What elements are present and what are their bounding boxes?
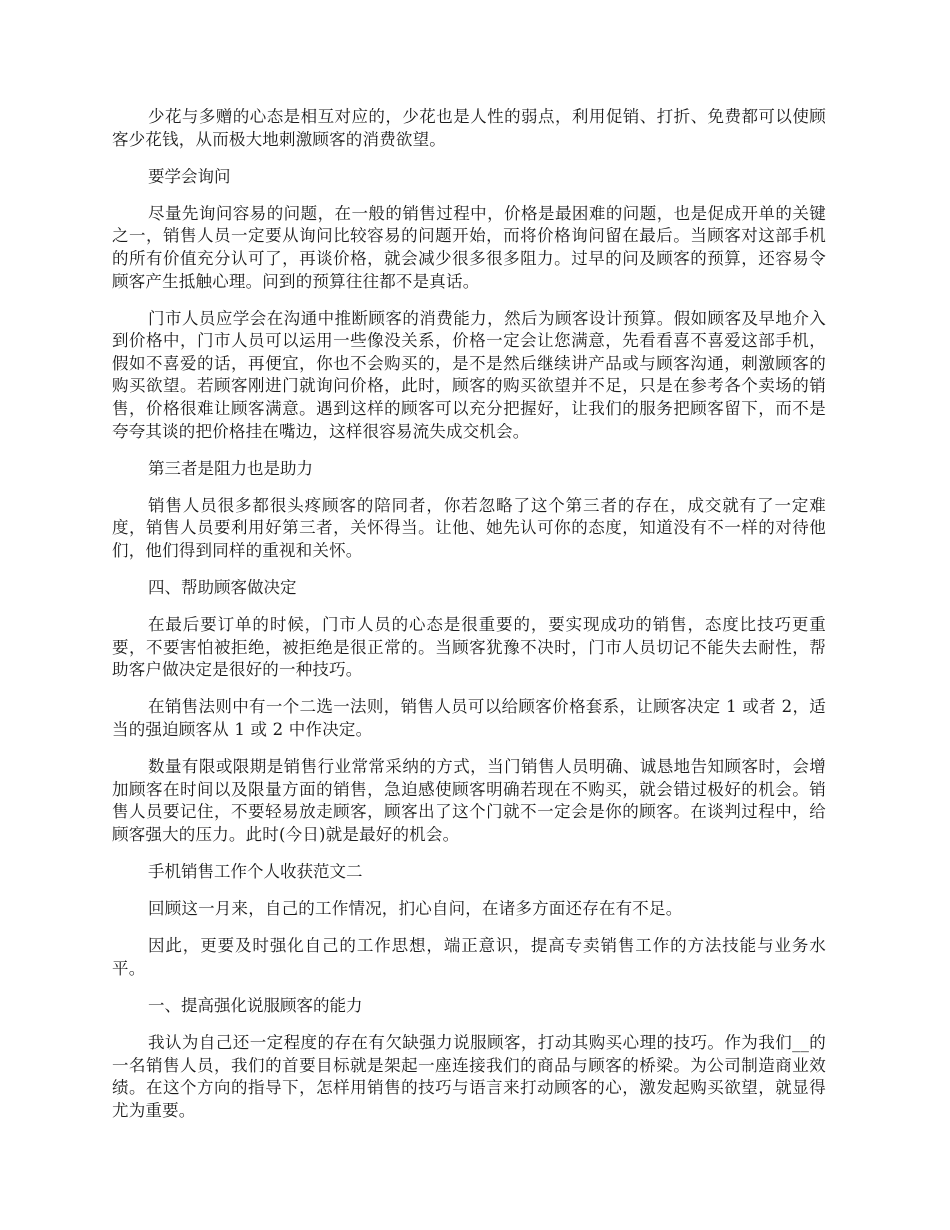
paragraph: 门市人员应学会在沟通中推断顾客的消费能力，然后为顾客设计预算。假如顾客及早地介入到价格中，门市人员可以运用一些像没关系，价格一定会让您满意，先看看喜不喜爱这部手机，假如不喜爱的话，再便宜，你也不会购买的，是不是然后继续讲产品或与顾客沟通，刺激顾客的购买欲望。若顾客刚进门就询问价格，此时，顾客的购买欲望并不足，只是在参考各个卖场的销售，价格很难让顾客满意。遇到这样的顾客可以充分把握好，让我们的服务把顾客留下，而不是夸夸其谈的把价格挂在嘴边，这样很容易流失成交机会。: [112, 308, 826, 441]
paragraph: 我认为自己还一定程度的存在有欠缺强力说服顾客，打动其购买心理的技巧。作为我们__的一名销售人员，我们的首要目标就是架起一座连接我们的商品与顾客的桥梁。为公司制造商业效绩。在这个方向的指导下，怎样用销售的技巧与语言来打动顾客的心，激发起购买欲望，就显得尤为重要。: [112, 1033, 826, 1120]
section-heading: 第三者是阻力也是助力: [148, 458, 313, 478]
section-heading: 四、帮助顾客做决定: [148, 578, 297, 598]
paragraph: 销售人员很多都很头疼顾客的陪同者，你若忽略了这个第三者的存在，成交就有了一定难度，销售人员要利用好第三者，关怀得当。让他、她先认可你的态度，知道没有不一样的对待他们，他们得到同样的重视和关怀。: [112, 495, 826, 560]
paragraph: 尽量先询问容易的问题，在一般的销售过程中，价格是最困难的问题，也是促成开单的关键之一，销售人员一定要从询问比较容易的问题开始，而将价格询问留在最后。当顾客对这部手机的所有价值充分认可了，再谈价格，就会减少很多很多阻力。过早的问及顾客的预算，还容易令顾客产生抵触心理。问到的预算往往都不是真话。: [112, 203, 826, 291]
paragraph: 在销售法则中有一个二选一法则，销售人员可以给顾客价格套系，让顾客决定 1 或者 2，适当的强迫顾客从 1 或 2 中作决定。: [112, 697, 826, 740]
paragraph: 因此，更要及时强化自己的工作思想，端正意识，提高专卖销售工作的方法技能与业务水平。: [112, 936, 826, 978]
paragraph: 回顾这一月来，自己的工作情况，扪心自问，在诸多方面还存在有不足。: [148, 899, 683, 919]
document-body: [112, 106, 826, 1137]
section-heading: 要学会询问: [148, 166, 231, 186]
paragraph: 在最后要订单的时候，门市人员的心态是很重要的，要实现成功的销售，态度比技巧更重要，不要害怕被拒绝，被拒绝是很正常的。当顾客犹豫不决时，门市人员切记不能失去耐性，帮助客户做决定是很好的一种技巧。: [112, 615, 826, 680]
section-heading: 一、提高强化说服顾客的能力: [148, 995, 363, 1015]
paragraph: 数量有限或限期是销售行业常常采纳的方式，当门销售人员明确、诚恳地告知顾客时，会增加顾客在时间以及限量方面的销售，急迫感使顾客明确若现在不购买，就会错过极好的机会。销售人员要记住，不要轻易放走顾客，顾客出了这个门就不一定会是你的顾客。在谈判过程中，给顾客强大的压力。此时(今日)就是最好的机会。: [112, 757, 826, 844]
section-heading: 手机销售工作个人收获范文二: [148, 862, 363, 882]
paragraph: 少花与多赠的心态是相互对应的，少花也是人性的弱点，利用促销、打折、免费都可以使顾客少花钱，从而极大地刺激顾客的消费欲望。: [112, 107, 826, 149]
